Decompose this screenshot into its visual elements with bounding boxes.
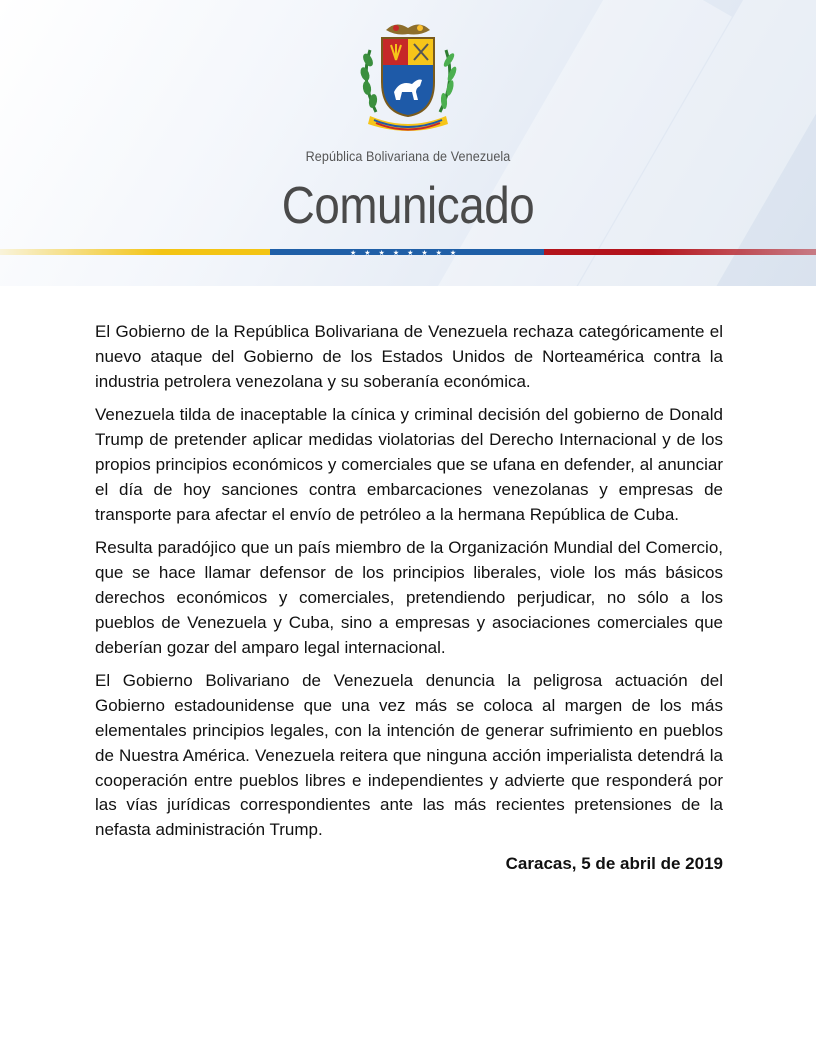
paragraph: Venezuela tilda de inaceptable la cínica y criminal decisión del gobierno de Donald Trump de pretender aplicar medidas violatorias del Derecho Internacional y de los propios principios económicos y comerciales que se ufana en defender, al anunciar el día de hoy sanciones contra embarcaciones venezolanas y empresas de transporte para afectar el envío de petróleo a la hermana República de Cuba.: [95, 405, 723, 524]
paragraph: Resulta paradójico que un país miembro de la Organización Mundial del Comercio, que se hace llamar defensor de los principios liberales, viole los más básicos derechos económicos y comerciales, pretendiendo perjudicar, no sólo a los pueblos de Venezuela y Cuba, sino a empresas y asociaciones comerciales que deberían gozar del amparo legal internacional.: [95, 538, 723, 657]
statement-body: [95, 320, 723, 876]
paragraph: El Gobierno de la República Bolivariana de Venezuela rechaza categóricamente el nuevo ataque del Gobierno de los Estados Unidos de Norteamérica contra la industria petrolera venezolana y su soberanía económica.: [95, 322, 723, 391]
letterhead: [0, 0, 816, 286]
flag-stripe-red: [544, 249, 816, 255]
place-and-date: Caracas, 5 de abril de 2019: [505, 853, 723, 873]
paragraph: El Gobierno Bolivariano de Venezuela denuncia la peligrosa actuación del Gobierno estadounidense que una vez más se coloca al margen de los más elementales principios legales, con la intención de generar sufrimiento en pueblos de Nuestra América. Venezuela reitera que ninguna acción imperialista detendrá la cooperación entre pueblos libres e independientes y advierte que responderá por las vías jurídicas correspondientes ante las más recientes pretensiones de la nefasta administración Trump.: [95, 671, 723, 840]
flag-stripe-yellow: [0, 249, 270, 255]
coat-of-arms-icon: [356, 20, 460, 132]
republic-name: República Bolivariana de Venezuela: [305, 148, 511, 164]
flag-stars-icon: ★★★★★★★★: [350, 250, 465, 257]
page-title: Comunicado: [281, 177, 535, 235]
